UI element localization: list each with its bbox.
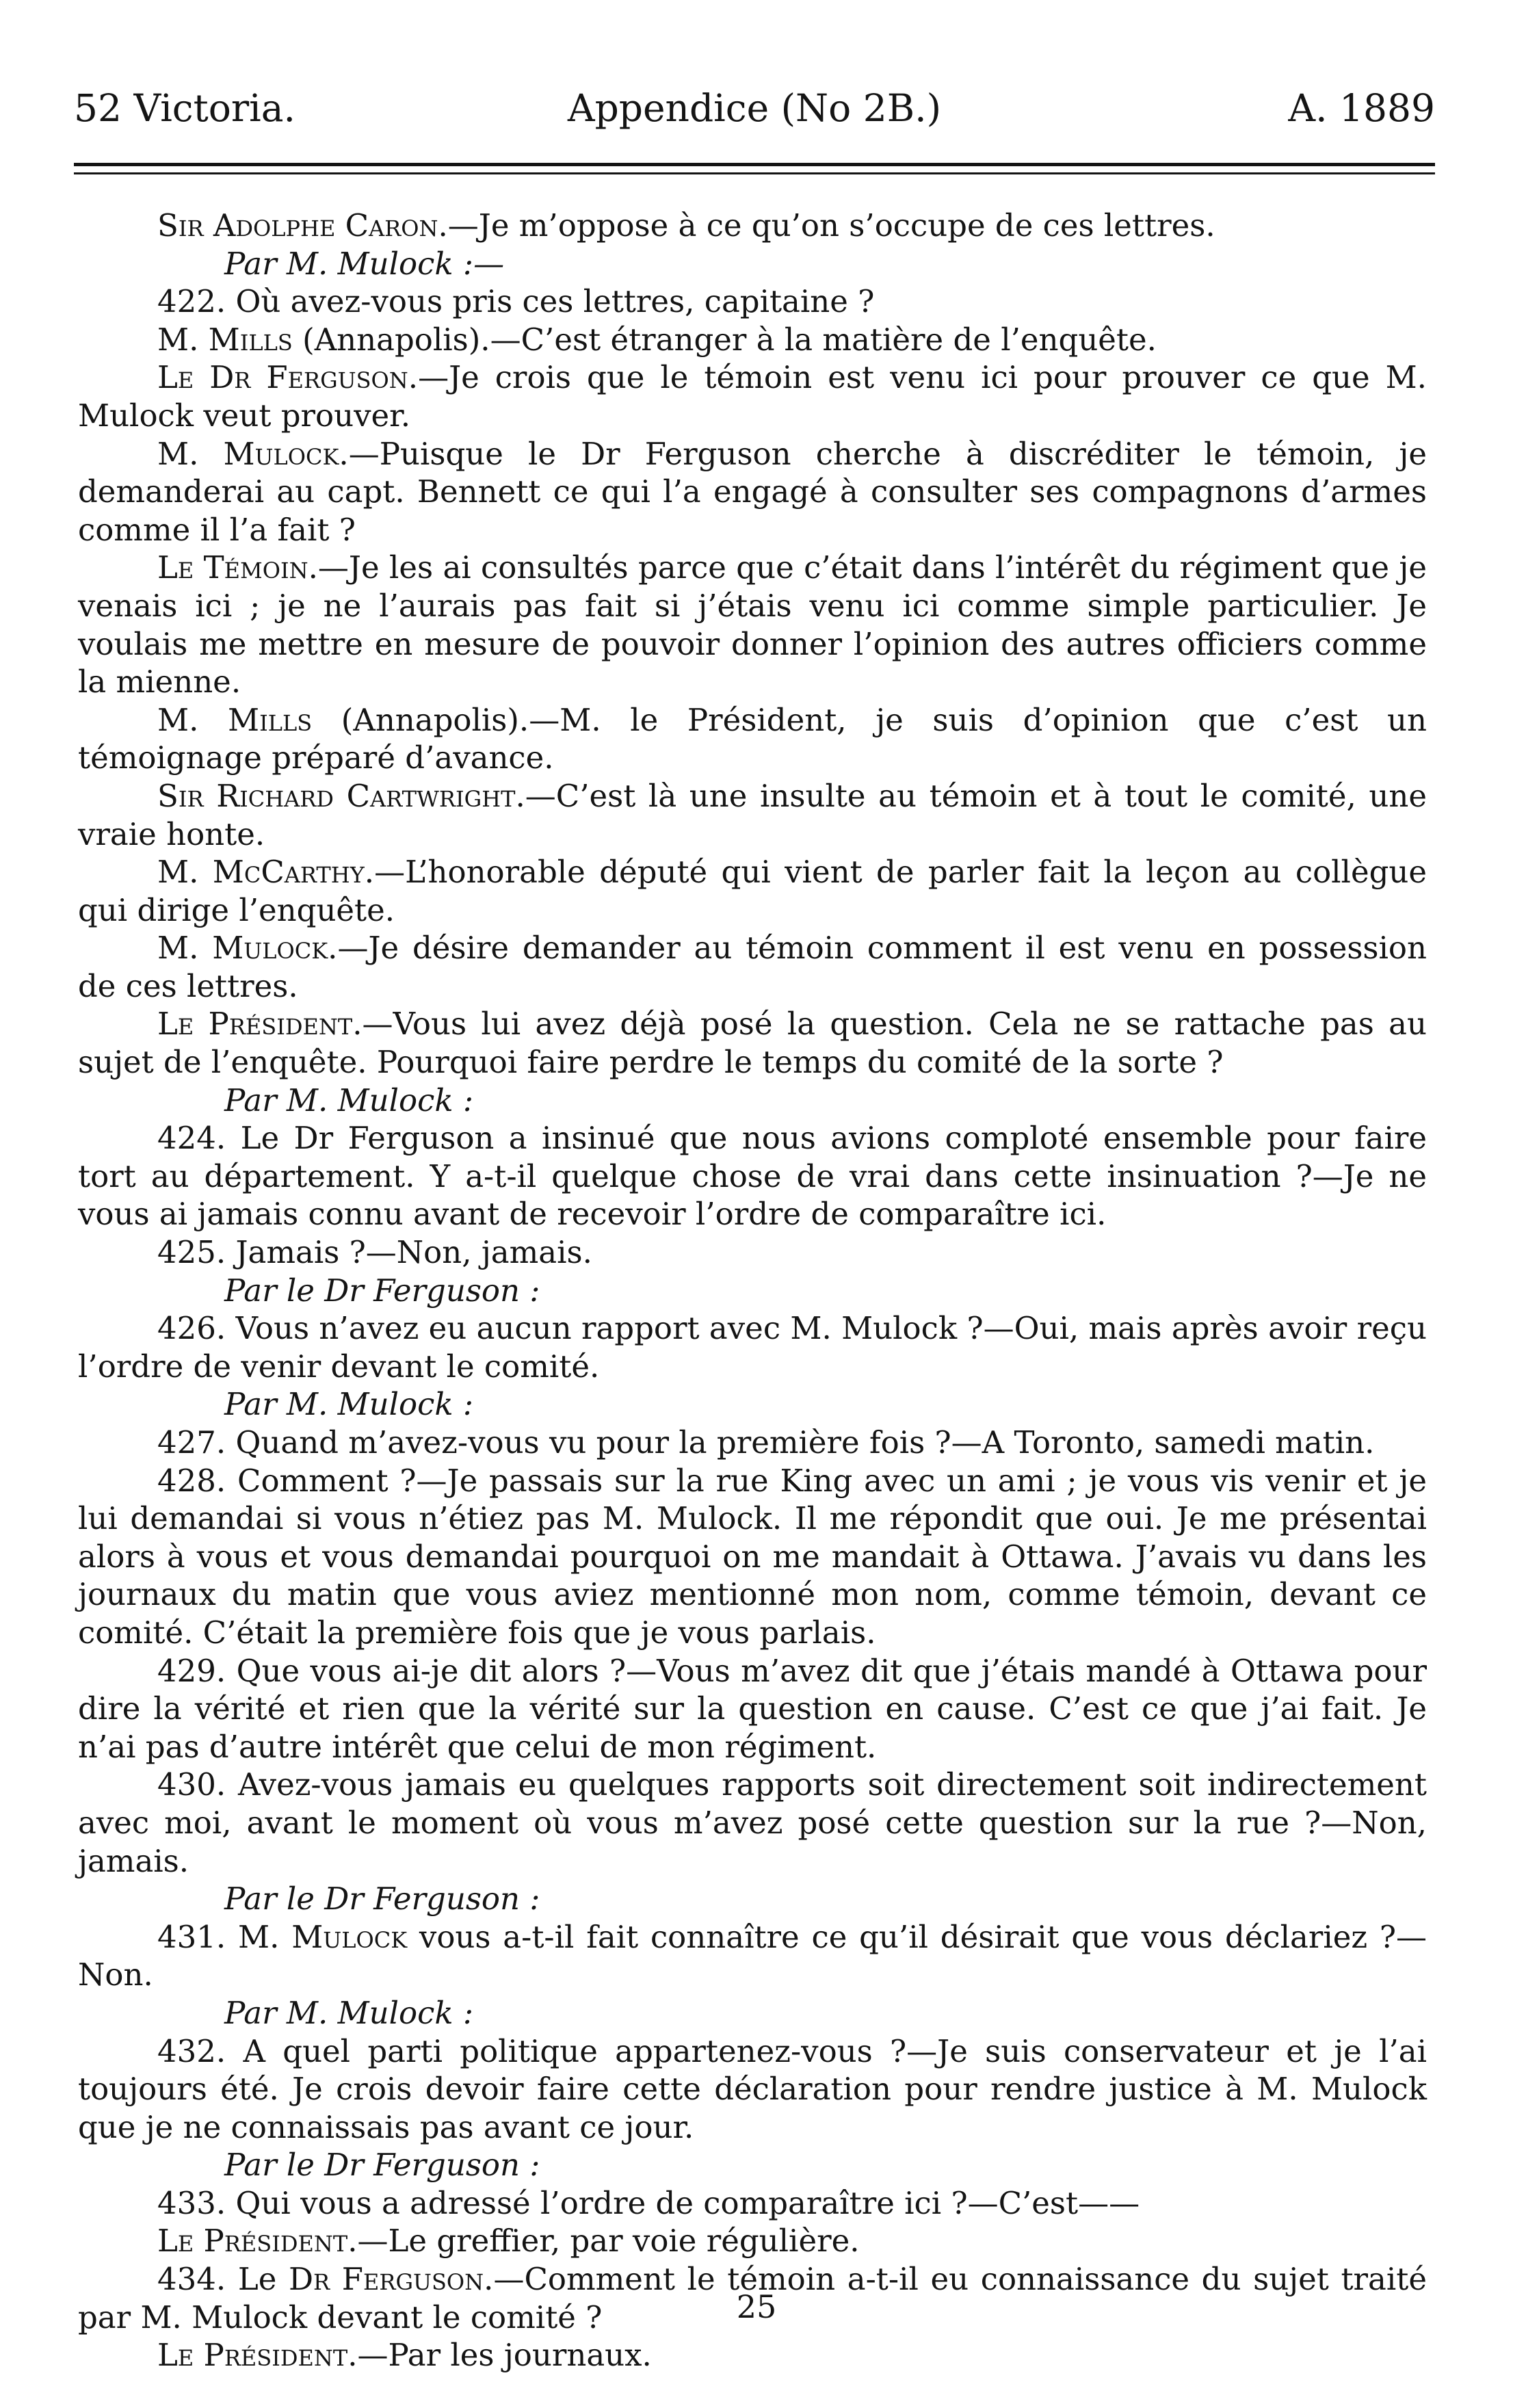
paragraph-text: .—Vous lui avez déjà posé la question. Cela ne se rattache pas au sujet de l’enquête. Pourquoi faire perdre le temps du comité de la sorte ? (78, 1006, 1427, 1081)
testimony-paragraph (78, 1424, 1427, 1462)
paragraph-text: .—L’honorable député qui vient de parler fait la leçon au collègue qui dirige l’enquête. (78, 854, 1427, 928)
paragraph-text: .—Je les ai consultés parce que c’était dans l’intérêt du régiment que je venais ici ; je ne l’aurais pas fait si j’étais venu ici comme simple particulier. Je voulais me mettre en mesure de pouvoir donner l’opinion des autres officiers comme la mienne. (78, 549, 1428, 701)
speaker-name: Dr Ferguson (288, 2261, 484, 2298)
testimony-paragraph (78, 549, 1427, 701)
paragraph-text: (Annapolis).—M. le Président, je suis d’opinion que c’est un témoignage préparé d’avance. (78, 701, 1427, 776)
page-number: 25 (736, 2288, 777, 2325)
speaker-name: Sir Richard Cartwright (157, 777, 516, 814)
paragraph-text: .—Le greffier, par voie régulière. (347, 2223, 860, 2260)
testimony-paragraph (78, 358, 1427, 434)
paragraph-text: 434. Le (157, 2261, 289, 2298)
examiner-heading (78, 245, 1427, 283)
examiner-heading (78, 1082, 1427, 1120)
examiner-label: Par M. Mulock : (224, 1994, 474, 2031)
speaker-name: M. McCarthy (157, 854, 365, 891)
paragraph-text: .—Puisque le Dr Ferguson cherche à discréditer le témoin, je demanderai au capt. Bennett ce qui l’a engagé à consulter ses compagnons d’armes comme il l’a fait ? (78, 435, 1427, 548)
testimony-paragraph (78, 2032, 1427, 2147)
paragraph-text: 433. Qui vous a adressé l’ordre de comparaître ici ?—C’est—— (157, 2184, 1140, 2221)
speaker-name: Le Président (157, 2223, 348, 2260)
paragraph-text: .—Je désire demander au témoin comment il est venu en possession de ces lettres. (78, 930, 1427, 1004)
paragraph-text: 426. Vous n’avez eu aucun rapport avec M. Mulock ?—Oui, mais après avoir reçu l’ordre de venir devant le comité. (78, 1310, 1427, 1385)
paragraph-text: 430. Avez-vous jamais eu quelques rapports soit directement soit indirectement avec moi, avant le moment où vous m’avez posé cette question sur la rue ?—Non, jamais. (78, 1766, 1427, 1879)
testimony-paragraph (78, 283, 1427, 321)
speaker-name: Sir Adolphe Caron (157, 207, 438, 244)
testimony-paragraph (78, 2184, 1427, 2223)
paragraph-text: .—C’est là une insulte au témoin et à tout le comité, une vraie honte. (78, 777, 1428, 852)
testimony-paragraph (78, 207, 1427, 245)
testimony-paragraph (78, 701, 1427, 777)
paragraph-text: 432. A quel parti politique appartenez-vous ?—Je suis conservateur et je l’ai toujours été. Je crois devoir faire cette déclaration pour rendre justice à M. Mulock que je ne connaissais pas avant ce jour. (78, 2032, 1427, 2145)
examiner-label: Par M. Mulock : (224, 1386, 474, 1423)
speaker-name: M. Mulock (157, 930, 328, 967)
testimony-paragraph (78, 2336, 1427, 2374)
testimony-paragraph (78, 1005, 1427, 1081)
examiner-heading (78, 1385, 1427, 1424)
examiner-heading (78, 1994, 1427, 2032)
paragraph-text: 424. Le Dr Ferguson a insinué que nous avions comploté ensemble pour faire tort au département. Y a-t-il quelque chose de vrai dans cette insinuation ?—Je ne vous ai jamais connu avant de recevoir l’ordre de comparaître ici. (78, 1120, 1427, 1233)
testimony-paragraph (78, 1462, 1427, 1652)
examiner-label: Par M. Mulock : (224, 1082, 474, 1118)
speaker-name: Le Dr Ferguson (157, 359, 408, 396)
examiner-label: Par M. Mulock :— (224, 245, 505, 282)
speaker-name: Le Président (157, 2337, 348, 2374)
testimony-paragraph (78, 777, 1427, 853)
paragraph-text: 422. Où avez-vous pris ces lettres, capitaine ? (157, 283, 875, 320)
examiner-heading (78, 1880, 1427, 1918)
header-appendix: Appendice (No 2B.) (567, 86, 942, 130)
paragraph-text: .—Je m’oppose à ce qu’on s’occupe de ces lettres. (438, 207, 1215, 244)
testimony-paragraph (78, 1233, 1427, 1272)
examiner-label: Par le Dr Ferguson : (224, 2147, 540, 2184)
paragraph-text: .—Par les journaux. (347, 2337, 652, 2374)
testimony-paragraph (78, 1119, 1427, 1233)
header-session: 52 Victoria. (74, 86, 295, 130)
examiner-heading (78, 2146, 1427, 2184)
paragraph-text: 428. Comment ?—Je passais sur la rue King avec un ami ; je vous vis venir et je lui demandai si vous n’étiez pas M. Mulock. Il me répondit que oui. Je me présentai alors à vous et vous demandai pourquoi on me mandait à Ottawa. J’avais vu dans les journaux du matin que vous aviez mentionné mon nom, comme témoin, devant ce comité. C’était la première fois que je vous parlais. (78, 1462, 1427, 1651)
examiner-label: Par le Dr Ferguson : (224, 1272, 540, 1309)
paragraph-text: 427. Quand m’avez-vous vu pour la première fois ?—A Toronto, samedi matin. (157, 1424, 1375, 1461)
header-year: A. 1889 (1288, 86, 1435, 130)
paragraph-text: .—Comment le témoin a-t-il eu connaissance du sujet traité par M. Mulock devant le comité ? (78, 2261, 1427, 2335)
paragraph-text: 429. Que vous ai-je dit alors ?—Vous m’avez dit que j’étais mandé à Ottawa pour dire la vérité et rien que la vérité sur la question en cause. C’est ce que j’ai fait. Je n’ai pas d’autre intérêt que celui de mon régiment. (78, 1652, 1427, 1765)
speaker-name: M. Mills (157, 701, 313, 738)
speaker-name: M. Mulock (157, 435, 339, 472)
speaker-name: Mulock (291, 1918, 408, 1955)
examiner-heading (78, 1272, 1427, 1310)
paragraph-text: 431. M. (157, 1918, 292, 1955)
testimony-paragraph (78, 435, 1427, 549)
page-header (74, 81, 1435, 135)
speaker-name: Le Président (157, 1006, 353, 1043)
examiner-label: Par le Dr Ferguson : (224, 1881, 540, 1918)
header-rule-thick (74, 163, 1435, 166)
paragraph-text: (Annapolis).—C’est étranger à la matière de l’enquête. (292, 321, 1157, 358)
testimony-body (78, 207, 1427, 2374)
testimony-paragraph (78, 1918, 1427, 1994)
paragraph-text: vous a-t-il fait connaître ce qu’il désirait que vous déclariez ?—Non. (78, 1918, 1427, 1993)
testimony-paragraph (78, 853, 1427, 929)
header-rule-thin (74, 172, 1435, 174)
testimony-paragraph (78, 1766, 1427, 1880)
testimony-paragraph (78, 929, 1427, 1005)
paragraph-text: .—Je crois que le témoin est venu ici pour prouver ce que M. Mulock veut prouver. (78, 359, 1427, 434)
speaker-name: Le Témoin (157, 549, 308, 586)
paragraph-text: 425. Jamais ?—Non, jamais. (157, 1234, 592, 1271)
testimony-paragraph (78, 1652, 1427, 1766)
speaker-name: M. Mills (157, 321, 293, 358)
testimony-paragraph (78, 1309, 1427, 1385)
testimony-paragraph (78, 2222, 1427, 2260)
testimony-paragraph (78, 321, 1427, 359)
